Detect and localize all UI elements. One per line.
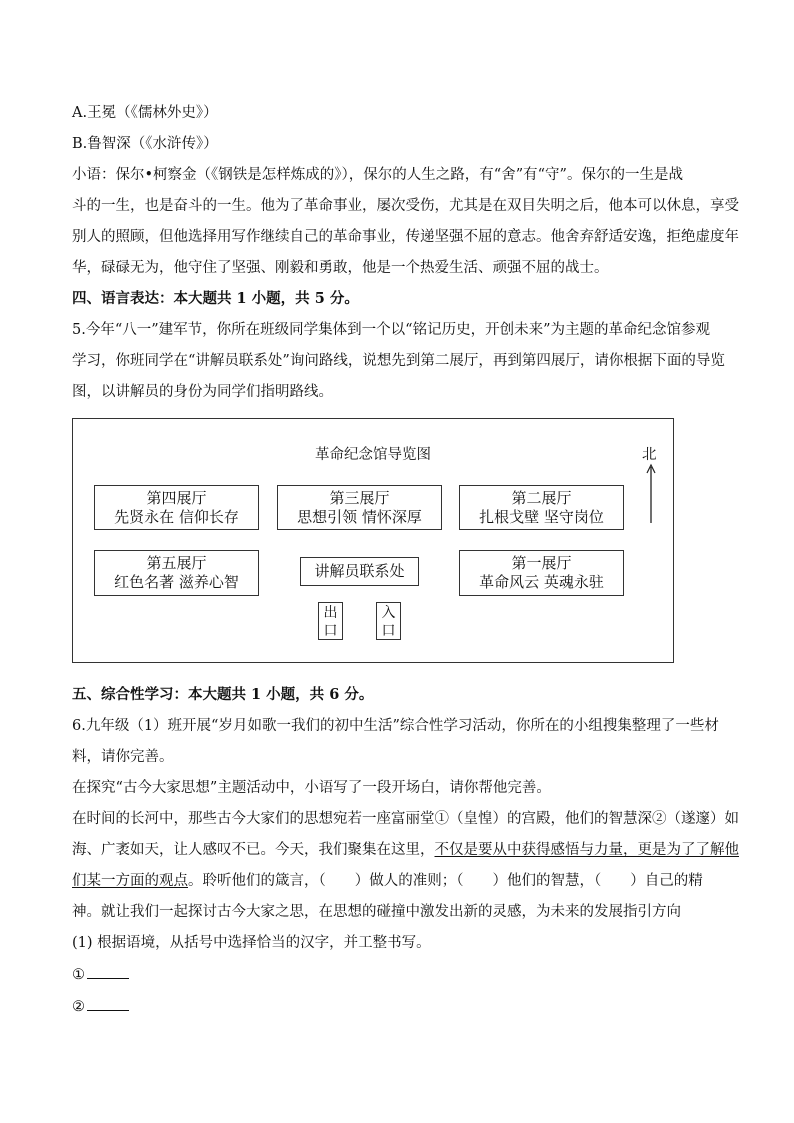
hall-1-motto: 革命风云 英魂永驻 (479, 573, 604, 591)
blank-1-line[interactable] (87, 964, 129, 979)
hall-2-name: 第二展厅 (511, 489, 572, 507)
passage-line-3-text: 。聆听他们的箴言，（ ）做人的准则；（ ）他们的智慧，（ ）自己的精 (188, 873, 703, 889)
blank-1-label: ① (72, 967, 85, 983)
answer-line-2: 斗的一生，也是奋斗的一生。他为了革命事业，屡次受伤，尤其是在双目失明之后，他本可以休息，享受 (72, 198, 739, 214)
option-b: B.鲁智深（《水浒传》） (72, 136, 218, 152)
exit-char-1: 出 (323, 605, 338, 621)
answer-blank-2 (72, 996, 129, 1017)
passage-line-1: 在时间的长河中，那些古今大家们的思想宛若一座富丽堂①（皇惶）的宫殿，他们的智慧深②（遂邃）如 (72, 811, 739, 827)
guide-desk-box (300, 557, 419, 586)
hall-1-name: 第一展厅 (511, 554, 572, 572)
question-6-line-1: 6.九年级（1）班开展“岁月如歌一我们的初中生活”综合性学习活动，你所在的小组搜集整理了一些材 (72, 718, 719, 734)
section-5-heading: 五、综合性学习：本大题共 1 小题，共 6 分。 (72, 686, 374, 703)
underlined-sentence-part-2: 们某一方面的观点 (72, 873, 188, 889)
hall-1-box (459, 550, 624, 596)
hall-5-name: 第五展厅 (146, 554, 207, 572)
entrance-box (376, 602, 401, 640)
answer-line-4: 华，碌碌无为，他守住了坚强、刚毅和勇敢，他是一个热爱生活、顽强不屈的战士。 (72, 260, 609, 276)
hall-3-box (277, 485, 442, 530)
blank-2-label: ② (72, 999, 85, 1015)
hall-2-box (459, 485, 624, 530)
underlined-sentence-part-1: 不仅是要从中获得感悟与力量，更是为了了解他 (434, 842, 739, 858)
north-label: 北 (642, 447, 657, 463)
hall-3-name: 第三展厅 (329, 489, 390, 507)
hall-4-name: 第四展厅 (146, 489, 207, 507)
entrance-char-2: 口 (381, 623, 396, 639)
passage-line-4: 神。就让我们一起探讨古今大家之思，在思想的碰撞中激发出新的灵感，为未来的发展指引方向 (72, 904, 681, 920)
explore-intro: 在探究“古今大家思想”主题活动中，小语写了一段开场白，请你帮他完善。 (72, 780, 551, 796)
hall-4-motto: 先贤永在 信仰长存 (114, 508, 239, 526)
entrance-char-1: 入 (381, 605, 396, 621)
question-5-line-1: 5.今年“八一”建军节，你所在班级同学集体到一个以“铭记历史，开创未来”为主题的革命纪念馆参观 (72, 322, 710, 338)
answer-line-3: 别人的照顾，但他选择用写作继续自己的革命事业，传递坚强不屈的意志。他舍弃舒适安逸，拒绝虚度年 (72, 229, 739, 245)
section-4-heading: 四、语言表达：本大题共 1 小题，共 5 分。 (72, 290, 359, 307)
hall-2-motto: 扎根戈壁 坚守岗位 (479, 508, 604, 526)
option-a: A.王冕（《儒林外史》） (72, 105, 218, 121)
question-5-line-3: 图，以讲解员的身份为同学们指明路线。 (72, 384, 333, 400)
guide-desk-label: 讲解员联系处 (314, 562, 405, 580)
hall-5-box (94, 550, 259, 596)
hall-5-motto: 红色名著 滋养心智 (114, 573, 239, 591)
hall-4-box (94, 485, 259, 530)
answer-line-1: 小语：保尔•柯察金（《钢铁是怎样炼成的》），保尔的人生之路，有“舍”有“守”。保尔的一生是战 (72, 167, 683, 183)
exit-box (318, 602, 343, 640)
sub-question-1: (1) 根据语境，从括号中选择恰当的汉字，并工整书写。 (72, 935, 431, 951)
passage-line-2-text: 海、广袤如天，让人感叹不已。今天，我们聚集在这里， (72, 842, 435, 858)
passage-line-2 (72, 840, 739, 860)
map-title: 革命纪念馆导览图 (315, 447, 431, 463)
blank-2-line[interactable] (87, 996, 129, 1011)
passage-line-3 (72, 871, 703, 891)
hall-3-motto: 思想引领 情怀深厚 (297, 508, 422, 526)
guide-map (72, 418, 674, 663)
exit-char-2: 口 (323, 623, 338, 639)
question-5-line-2: 学习，你班同学在“讲解员联系处”询问路线，说想先到第二展厅，再到第四展厅，请你根据下面的导览 (72, 353, 725, 369)
north-arrow-icon (650, 465, 652, 523)
answer-blank-1 (72, 964, 129, 985)
question-6-line-2: 料，请你完善。 (72, 749, 174, 765)
